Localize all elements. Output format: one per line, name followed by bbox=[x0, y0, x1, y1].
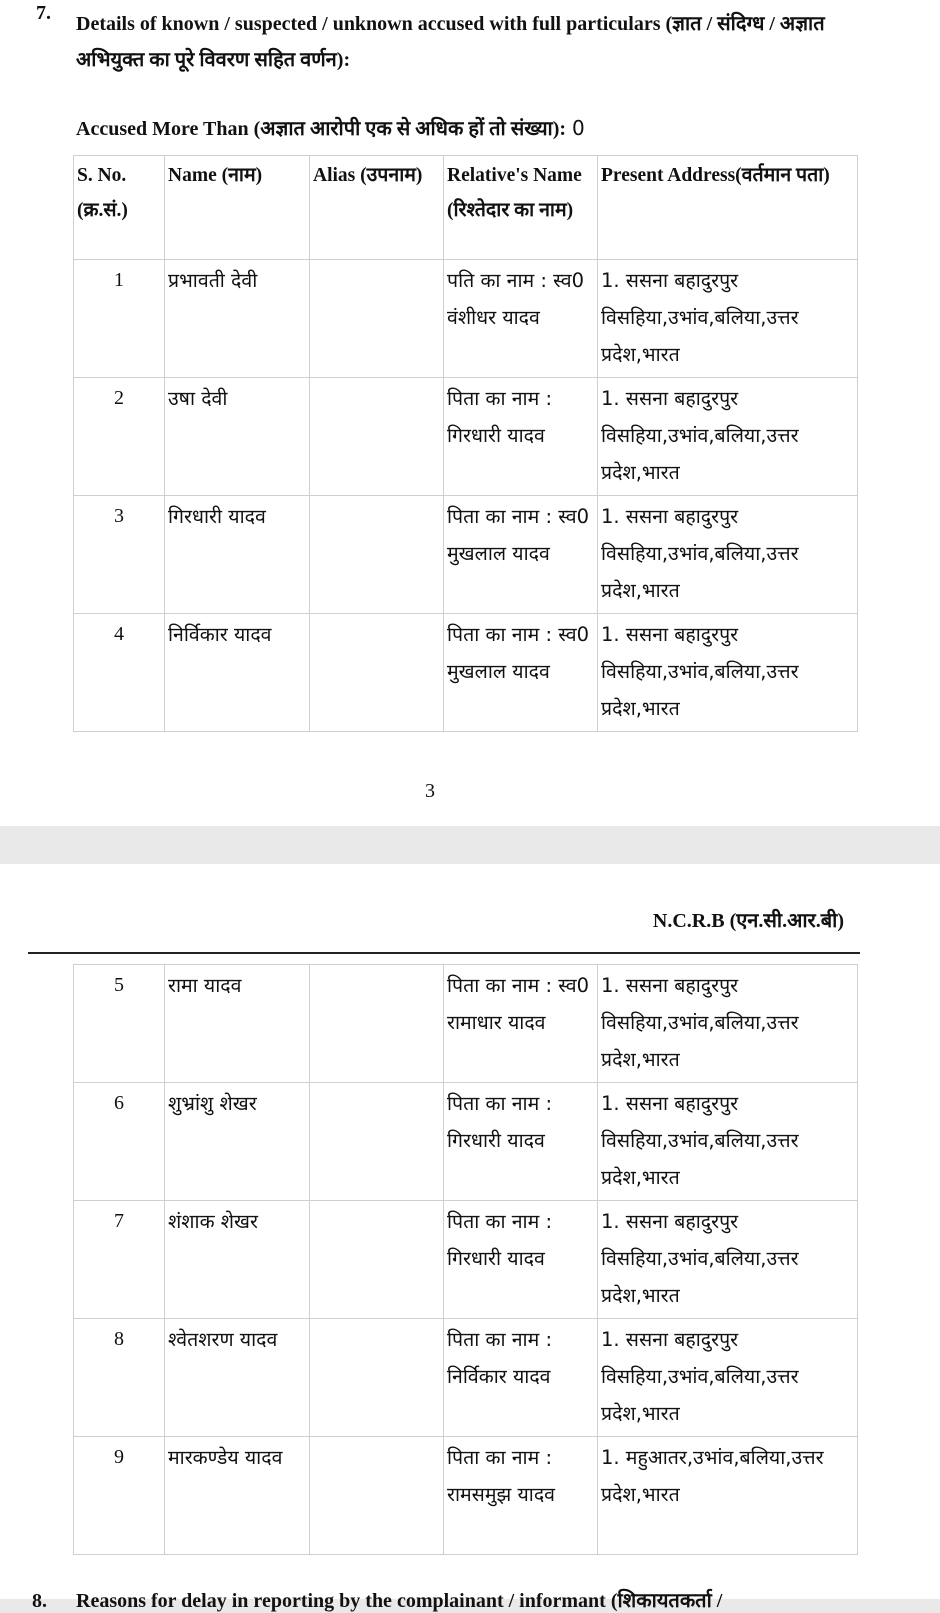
section-8-number: 8. bbox=[32, 1590, 47, 1612]
cell-alias bbox=[310, 378, 444, 496]
accused-count-value: 0 bbox=[572, 116, 585, 140]
cell-sno: 8 bbox=[74, 1319, 165, 1437]
cell-alias bbox=[310, 1083, 444, 1201]
cell-relative: पिता का नाम : स्व0 मुखलाल यादव bbox=[444, 614, 598, 732]
header-name: Name (नाम) bbox=[165, 156, 310, 260]
cell-name: गिरधारी यादव bbox=[165, 496, 310, 614]
cell-address: 1. ससना बहादुरपुर विसहिया,उभांव,बलिया,उत्तर प्रदेश,भारत bbox=[598, 965, 858, 1083]
document-page-2 bbox=[0, 864, 940, 1612]
table-row bbox=[74, 496, 858, 614]
cell-alias bbox=[310, 1319, 444, 1437]
section-7-number: 7. bbox=[36, 2, 51, 24]
header-relative-name: Relative's Name (रिश्तेदार का नाम) bbox=[444, 156, 598, 260]
cell-relative: पिता का नाम : स्व0 रामाधार यादव bbox=[444, 965, 598, 1083]
cell-sno: 2 bbox=[74, 378, 165, 496]
cell-relative: पिता का नाम : रामसमुझ यादव bbox=[444, 1437, 598, 1555]
table-row bbox=[74, 260, 858, 378]
cell-sno: 9 bbox=[74, 1437, 165, 1555]
cell-sno: 4 bbox=[74, 614, 165, 732]
cell-alias bbox=[310, 260, 444, 378]
accused-count-label: Accused More Than (अज्ञात आरोपी एक से अधिक हों तो संख्या): bbox=[76, 118, 567, 140]
header-alias: Alias (उपनाम) bbox=[310, 156, 444, 260]
header-rule bbox=[28, 952, 860, 954]
section-7-title: Details of known / suspected / unknown accused with full particulars (ज्ञात / संदिग्ध / अज्ञात अभियुक्त का पूरे विवरण सहित वर्णन): bbox=[76, 13, 825, 71]
cell-address: 1. ससना बहादुरपुर विसहिया,उभांव,बलिया,उत्तर प्रदेश,भारत bbox=[598, 496, 858, 614]
table-row bbox=[74, 1201, 858, 1319]
cell-name: निर्विकार यादव bbox=[165, 614, 310, 732]
cell-relative: पिता का नाम : गिरधारी यादव bbox=[444, 378, 598, 496]
cell-alias bbox=[310, 1201, 444, 1319]
cell-sno: 1 bbox=[74, 260, 165, 378]
cell-name: रामा यादव bbox=[165, 965, 310, 1083]
accused-count-line bbox=[76, 110, 585, 147]
table-row bbox=[74, 378, 858, 496]
table-row bbox=[74, 614, 858, 732]
cell-name: शुभ्रांशु शेखर bbox=[165, 1083, 310, 1201]
cell-name: शंशाक शेखर bbox=[165, 1201, 310, 1319]
cell-name: प्रभावती देवी bbox=[165, 260, 310, 378]
cell-name: श्वेतशरण यादव bbox=[165, 1319, 310, 1437]
accused-table bbox=[73, 155, 858, 732]
cell-address: 1. ससना बहादुरपुर विसहिया,उभांव,बलिया,उत्तर प्रदेश,भारत bbox=[598, 614, 858, 732]
cell-address: 1. ससना बहादुरपुर विसहिया,उभांव,बलिया,उत्तर प्रदेश,भारत bbox=[598, 1083, 858, 1201]
accused-table-continued bbox=[73, 964, 858, 1555]
table-header-row bbox=[74, 156, 858, 260]
table-row bbox=[74, 1083, 858, 1201]
cell-name: मारकण्डेय यादव bbox=[165, 1437, 310, 1555]
section-8-heading bbox=[32, 1586, 892, 1613]
section-8-title: Reasons for delay in reporting by the complainant / informant (शिकायतकर्ता / bbox=[76, 1590, 723, 1612]
cell-address: 1. ससना बहादुरपुर विसहिया,उभांव,बलिया,उत्तर प्रदेश,भारत bbox=[598, 1201, 858, 1319]
cell-alias bbox=[310, 496, 444, 614]
table-row bbox=[74, 1437, 858, 1555]
cell-sno: 6 bbox=[74, 1083, 165, 1201]
cell-name: उषा देवी bbox=[165, 378, 310, 496]
header-sno: S. No. (क्र.सं.) bbox=[74, 156, 165, 260]
cell-address: 1. महुआतर,उभांव,बलिया,उत्तर प्रदेश,भारत bbox=[598, 1437, 858, 1555]
cell-sno: 3 bbox=[74, 496, 165, 614]
page-number: 3 bbox=[425, 780, 435, 802]
table-row bbox=[74, 1319, 858, 1437]
cell-alias bbox=[310, 965, 444, 1083]
cell-sno: 5 bbox=[74, 965, 165, 1083]
cell-alias bbox=[310, 614, 444, 732]
cell-relative: पिता का नाम : स्व0 मुखलाल यादव bbox=[444, 496, 598, 614]
ncrb-header: N.C.R.B (एन.सी.आर.बी) bbox=[652, 910, 844, 932]
cell-address: 1. ससना बहादुरपुर विसहिया,उभांव,बलिया,उत्तर प्रदेश,भारत bbox=[598, 378, 858, 496]
cell-relative: पिता का नाम : गिरधारी यादव bbox=[444, 1083, 598, 1201]
cell-address: 1. ससना बहादुरपुर विसहिया,उभांव,बलिया,उत्तर प्रदेश,भारत bbox=[598, 260, 858, 378]
header-present-address: Present Address(वर्तमान पता) bbox=[598, 156, 858, 260]
cell-sno: 7 bbox=[74, 1201, 165, 1319]
cell-alias bbox=[310, 1437, 444, 1555]
cell-relative: पिता का नाम : गिरधारी यादव bbox=[444, 1201, 598, 1319]
cell-address: 1. ससना बहादुरपुर विसहिया,उभांव,बलिया,उत्तर प्रदेश,भारत bbox=[598, 1319, 858, 1437]
table-row bbox=[74, 965, 858, 1083]
cell-relative: पिता का नाम : निर्विकार यादव bbox=[444, 1319, 598, 1437]
cell-relative: पति का नाम : स्व0 वंशीधर यादव bbox=[444, 260, 598, 378]
